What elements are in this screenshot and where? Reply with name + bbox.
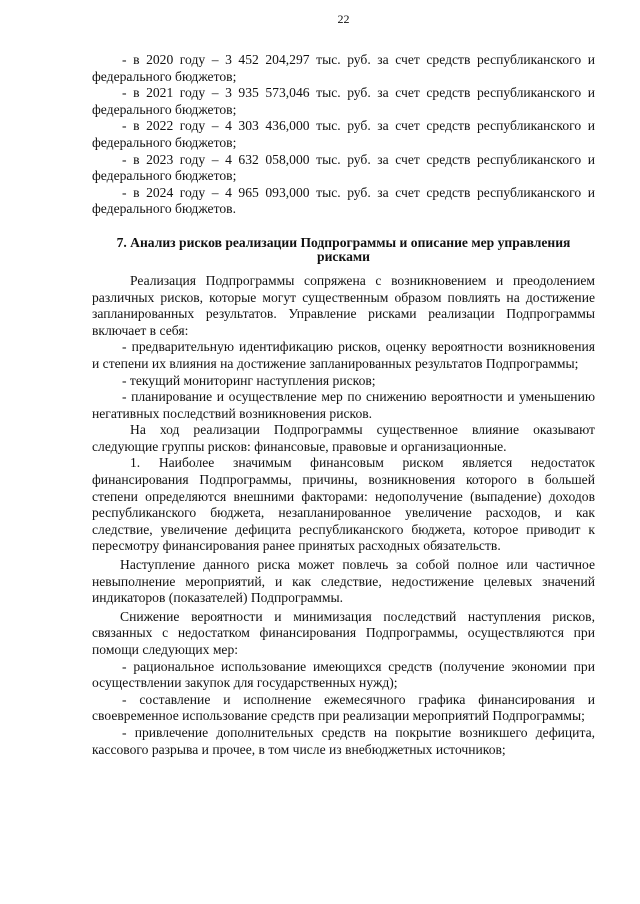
mitigation-intro-paragraph: Снижение вероятности и минимизация последствий наступления рисков, связанных с недостатком финансирования Подпрограммы, осуществляются при помощи следующих мер: — [92, 608, 595, 657]
section-heading: 7. Анализ рисков реализации Подпрограммы и описание мер управления рисками — [116, 234, 571, 265]
funding-2022: - в 2022 году – 4 303 436,000 тыс. руб. за счет средств республиканского и федерального бюджетов; — [92, 118, 595, 150]
measure-rational-use: - рациональное использование имеющихся средств (получение экономии при осуществлении закупок для государственных нужд); — [92, 658, 595, 691]
risk-item-identification: - предварительную идентификацию рисков, оценку вероятности возникновения и степени их влияния на достижение запланированных результатов Подпрограммы; — [92, 339, 595, 371]
consequence-paragraph: Наступление данного риска может повлечь за собой полное или частичное невыполнение мероприятий, и как следствие, недостижение целевых значений индикаторов (показателей) Подпрограммы. — [92, 557, 595, 606]
document-page — [92, 12, 595, 758]
funding-2020: - в 2020 году – 3 452 204,297 тыс. руб. за счет средств республиканского и федерального бюджетов; — [92, 52, 595, 84]
funding-2023: - в 2023 году – 4 632 058,000 тыс. руб. за счет средств республиканского и федерального бюджетов; — [92, 151, 595, 184]
measure-monthly-schedule: - составление и исполнение ежемесячного графика финансирования и своевременное использование средств при реализации мероприятий Подпрограммы; — [92, 691, 595, 724]
risk-item-planning: - планирование и осуществление мер по снижению вероятности и уменьшению негативных последствий возникновения рисков. — [92, 389, 595, 421]
measure-additional-funds: - привлечение дополнительных средств на покрытие возникшего дефицита, кассового разрыва и прочее, в том числе из внебюджетных источников; — [92, 724, 595, 757]
funding-2021: - в 2021 году – 3 935 573,046 тыс. руб. за счет средств республиканского и федерального бюджетов; — [92, 85, 595, 117]
financial-risk-paragraph: 1. Наиболее значимым финансовым риском является недостаток финансирования Подпрограммы, причины, возникновения которого в большей степени определяются внешними факторами: недополучение (выпадение) доходов республиканского бюджета, незапланированное увеличение расходов, и как следствие, увеличение дефицита республиканского бюджета, которое приводит к пересмотру финансирования ранее принятых расходных обязательств. — [92, 455, 595, 554]
page-number: 22 — [337, 12, 350, 26]
risk-item-monitoring: - текущий мониторинг наступления рисков; — [122, 372, 376, 388]
intro-paragraph: Реализация Подпрограммы сопряжена с возникновением и преодолением различных рисков, которые могут существенным образом повлиять на достижение запланированных результатов. Управление рисками реализации Подпрограммы включает в себя: — [92, 272, 595, 338]
risk-groups-paragraph: На ход реализации Подпрограммы существенное влияние оказывают следующие группы рисков: финансовые, правовые и организационные. — [92, 422, 595, 454]
funding-2024: - в 2024 году – 4 965 093,000 тыс. руб. за счет средств республиканского и федерального бюджетов. — [92, 184, 595, 217]
